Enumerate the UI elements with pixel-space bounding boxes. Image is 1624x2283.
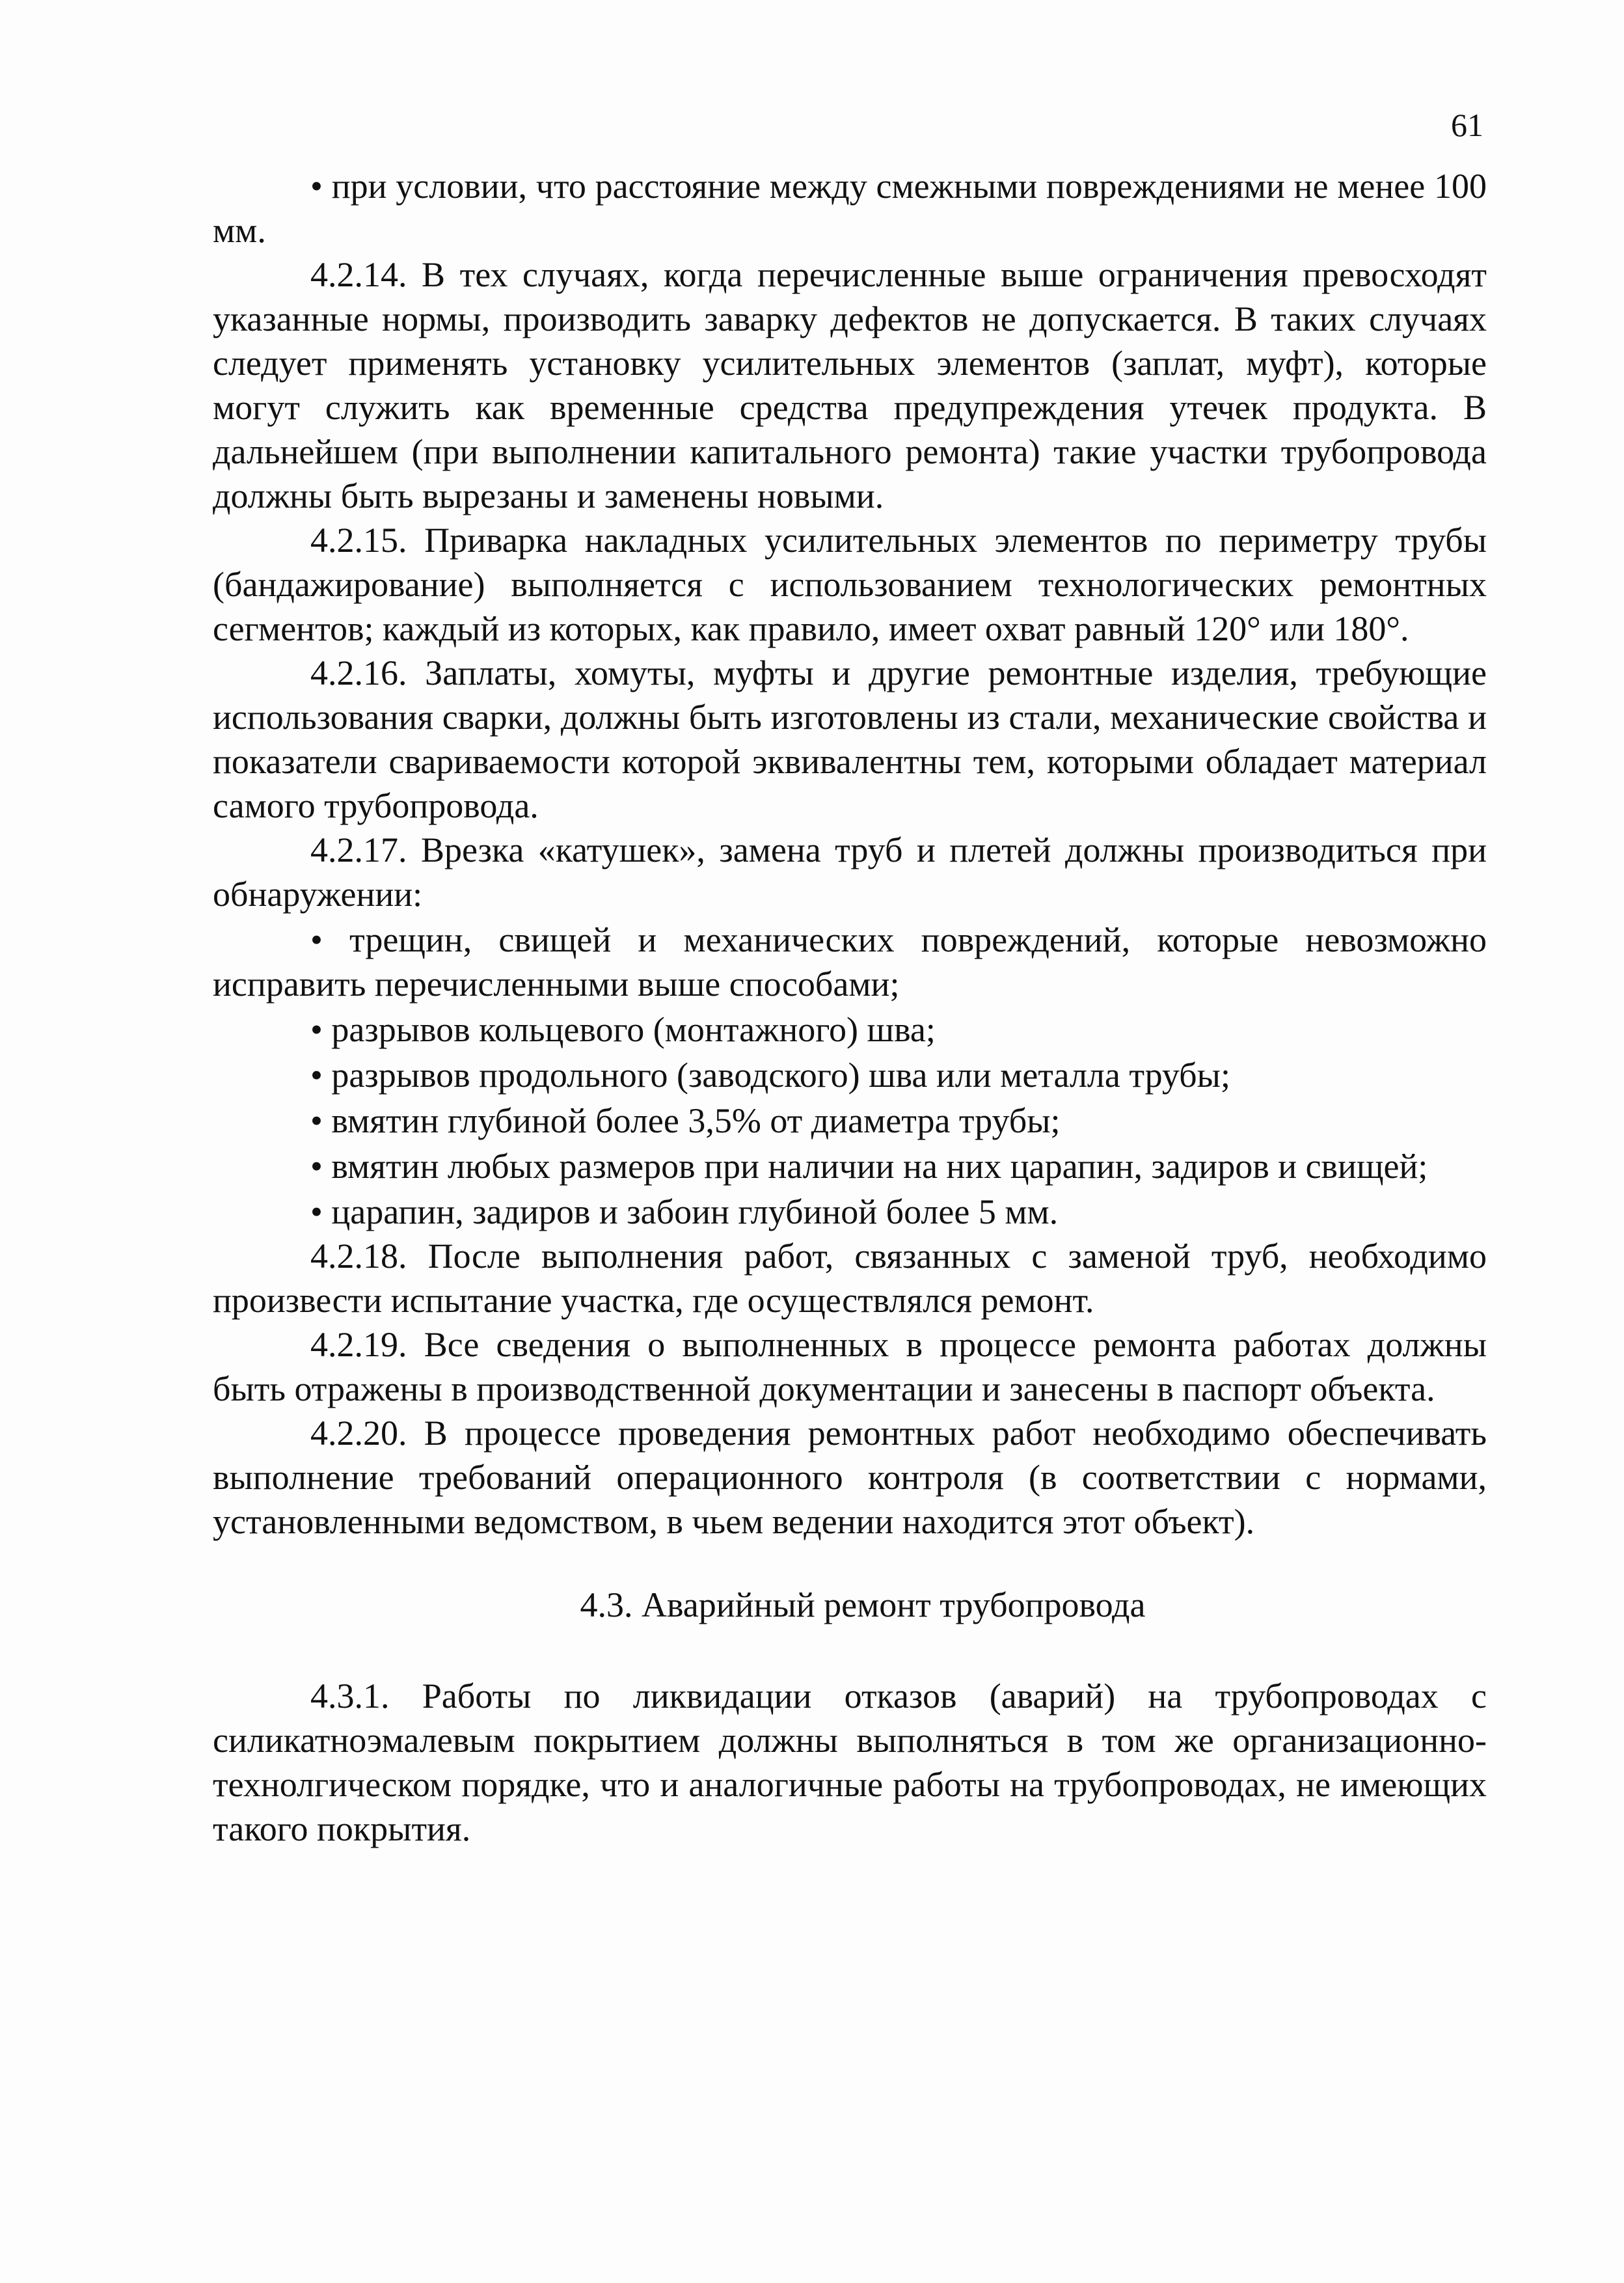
clause-4-2-19: 4.2.19. Все сведения о выполненных в процессе ремонта работах должны быть отражены в производственной документации и занесены в паспорт объекта. [213, 1325, 1487, 1408]
bullet-ring-seam: • разрывов кольцевого (монтажного) шва; [310, 1010, 936, 1049]
clause-4-2-17: 4.2.17. Врезка «катушек», замена труб и плетей должны производиться при обнаружении: [213, 830, 1487, 914]
clause-4-2-20: 4.2.20. В процессе проведения ремонтных работ необходимо обеспечивать выполнение требований операционного контроля (в соответствии с нормами, установленными ведомством, в чьем ведении находится этот объект). [213, 1414, 1487, 1541]
clause-4-2-14: 4.2.14. В тех случаях, когда перечисленные выше ограничения превосходят указанные нормы, производить заварку дефектов не допускается. В таких случаях следует применять установку усилительных элементов (заплат, муфт), которые могут служить как временные средства предупреждения утечек продукта. В дальнейшем (при выполнении капитального ремонта) такие участки трубопровода должны быть вырезаны и заменены новыми. [213, 255, 1487, 515]
clause-4-2-15: 4.2.15. Приварка накладных усилительных элементов по периметру трубы (бандажирование) выполняется с использованием технологических ремонтных сегментов; каждый из которых, как правило, имеет охват равный 120° или 180°. [213, 521, 1487, 648]
bullet-dents-depth: • вмятин глубиной более 3,5% от диаметра трубы; [310, 1101, 1061, 1140]
page-number: 61 [1451, 107, 1483, 143]
page-body [213, 163, 1487, 1851]
clause-4-2-18: 4.2.18. После выполнения работ, связанных с заменой труб, необходимо произвести испытание участка, где осуществлялся ремонт. [213, 1237, 1487, 1320]
bullet-longitudinal-seam: • разрывов продольного (заводского) шва или металла трубы; [310, 1056, 1230, 1095]
bullet-dents-any-size: • вмятин любых размеров при наличии на них царапин, задиров и свищей; [310, 1147, 1428, 1186]
clause-4-2-16: 4.2.16. Заплаты, хомуты, муфты и другие ремонтные изделия, требующие использования сварки, должны быть изготовлены из стали, механические свойства и показатели свариваемости которой эквивалентны тем, которыми обладает материал самого трубопровода. [213, 653, 1487, 825]
section-title: 4.3. Аварийный ремонт трубопровода [580, 1585, 1146, 1624]
clause-4-3-1: 4.3.1. Работы по ликвидации отказов (аварий) на трубопроводах с силикатноэмалевым покрытием должны выполняться в том же организационно-технолгическом порядке, что и аналогичные работы на трубопроводах, не имеющих такого покрытия. [213, 1676, 1487, 1848]
bullet-distance-condition: • при условии, что расстояние между смежными повреждениями не менее 100 мм. [213, 167, 1487, 250]
bullet-scratches: • царапин, задиров и забоин глубиной более 5 мм. [310, 1192, 1059, 1231]
bullet-cracks: • трещин, свищей и механических повреждений, которые невозможно исправить перечисленными выше способами; [213, 920, 1487, 1004]
